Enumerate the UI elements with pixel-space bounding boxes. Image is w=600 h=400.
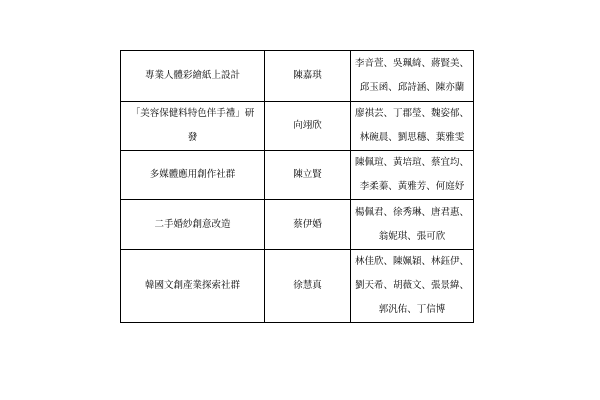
members-cell: 廖祺芸、丁郡瑩、魏姿郁、 林碗晨、劉思穗、葉雅雯 — [351, 102, 474, 151]
project-name-cell: 多媒體應用創作社群 — [121, 151, 265, 200]
teacher-cell: 蔡伊婚 — [265, 200, 351, 250]
project-name-cell: 專業人體彩繪紙上設計 — [121, 51, 265, 102]
members-cell: 林佳欣、陳姵穎、林鈺伊、 劉天希、胡薇文、張景緯、 郭汎佑、丁信博 — [351, 250, 474, 323]
table-row — [121, 51, 474, 102]
project-table — [120, 50, 474, 323]
project-name-cell: 「美容保健料特色伴手禮」研 發 — [121, 102, 265, 151]
table-row — [121, 200, 474, 250]
teacher-cell: 向翊欣 — [265, 102, 351, 151]
teacher-cell: 陳立賢 — [265, 151, 351, 200]
members-cell: 楊佩君、徐秀琳、唐君惠、 翁妮琪、張可欣 — [351, 200, 474, 250]
table-row — [121, 151, 474, 200]
project-name-cell: 韓國文創產業探索社群 — [121, 250, 265, 323]
teacher-cell: 陳嘉琪 — [265, 51, 351, 102]
table-row — [121, 102, 474, 151]
teacher-cell: 徐慧真 — [265, 250, 351, 323]
members-cell: 李音萱、吳珮綺、蔣賢美、 邱玉函、邱詩涵、陳亦蘭 — [351, 51, 474, 102]
members-cell: 陳佩瑄、黃培瑄、蔡宜均、 李柔蓁、黃雅芳、何庭妤 — [351, 151, 474, 200]
table-row — [121, 250, 474, 323]
project-name-cell: 二手婚紗創意改造 — [121, 200, 265, 250]
